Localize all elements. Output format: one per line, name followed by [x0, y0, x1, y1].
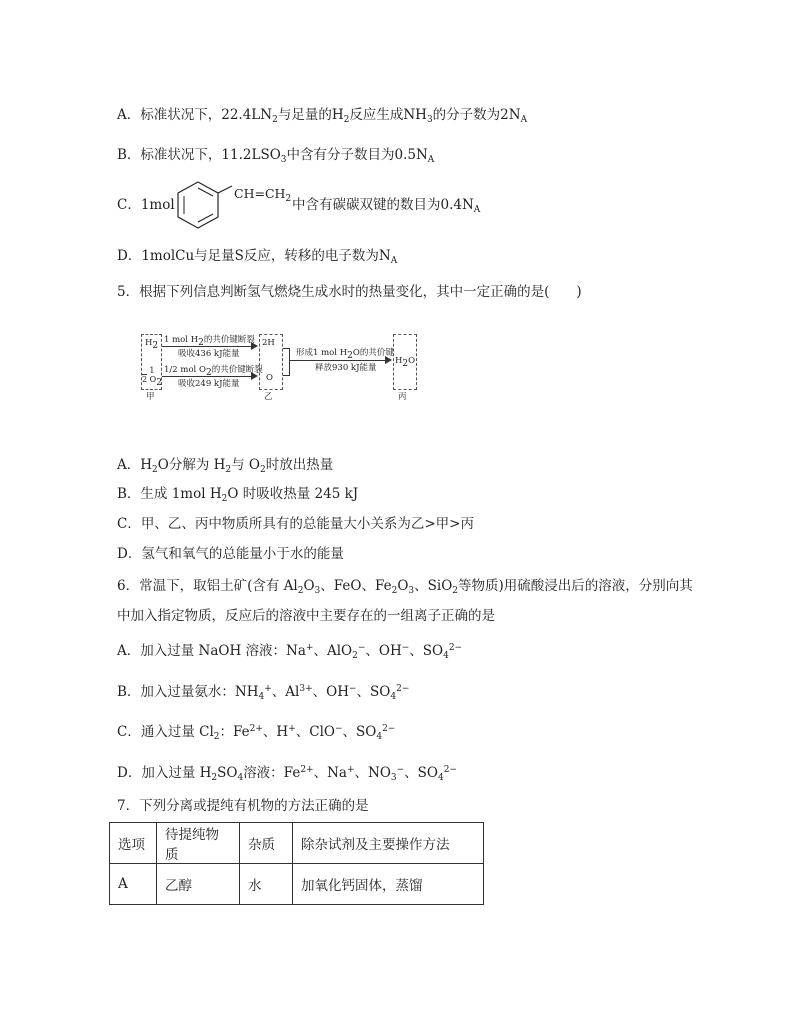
jia-o2: 1 2 $O_2$ [142, 366, 162, 388]
q5-stem: 5．根据下列信息判断氢气燃烧生成水时的热量变化，其中一定正确的是( ) [117, 284, 582, 300]
q4-option-c-suffix: 中含有碳碳双键的数目为$0.4N_A$ [292, 197, 481, 215]
arrow2-head-icon [251, 372, 258, 380]
table-cell: A [110, 864, 157, 905]
arrow3-top-text: 形成1 mol $H_2O$的共价键 [296, 348, 394, 361]
arrow1-head-icon [251, 342, 258, 350]
table-row [110, 864, 484, 905]
q7-stem: 7．下列分离或提纯有机物的方法正确的是 [117, 798, 369, 814]
arrow3-bottom-text: 释放930 kJ能量 [315, 363, 377, 373]
arrow1-top-text: 1 mol $H_2$的共价键断裂 [164, 335, 255, 348]
q5-option-d: D．氢气和氧气的总能量小于水的能量 [117, 546, 344, 562]
jia-label: 甲 [146, 392, 155, 402]
q6-option-c: C．通入过量 $Cl_2$：$Fe^{2+}$、H+、ClO−、$SO_4^{2-}$ [117, 724, 396, 742]
table-header-row [110, 823, 484, 864]
q4-option-d: D．1molCu与足量S反应，转移的电子数为$N_A$ [117, 248, 398, 266]
arrow3-line [290, 360, 386, 361]
yi-o: O [266, 373, 273, 383]
yi-bracket [283, 348, 290, 376]
table-cell: 水 [240, 864, 293, 905]
table-cell: 加氧化钙固体，蒸馏 [293, 864, 484, 905]
q4-option-b: B．标准状况下，$11.2LSO_3$中含有分子数目为$0.5N_A$ [117, 147, 435, 165]
q5-option-b: B．生成 1mol $H_2O$ 时吸收热量 245 kJ [117, 486, 359, 504]
q6-stem-line1: 6．常温下，取铝土矿(含有 $Al_2O_3$、FeO、$Fe_2O_3$、SiO$_2$等物质)用硫酸浸出后的溶液，分别向其 [117, 578, 693, 596]
yi-2h: 2H [262, 338, 275, 348]
q6-stem-line2: 中加入指定物质，反应后的溶液中主要存在的一组离子正确的是 [117, 608, 495, 624]
arrow2-top-text: 1/2 mol $O_2$的共价键断裂 [164, 365, 263, 378]
q6-option-b: B．加入过量氨水：$NH_4^+$、$Al^{3+}$、OH−、$SO_4^{2-}$ [117, 684, 410, 702]
jia-h2: $H_2$ [145, 338, 159, 351]
vinyl-group-label: $CH=CH_2$ [234, 186, 292, 204]
arrow2-bottom-text: 吸收249 kJ能量 [178, 379, 240, 389]
header-cell: 选项 [110, 823, 157, 864]
q4-option-a: A．标准状况下，$22.4LN_2$与足量的$H_2$反应生成$NH_3$的分子数为$2N_A$ [117, 107, 528, 125]
header-cell: 杂质 [240, 823, 293, 864]
q7-table [109, 822, 484, 905]
q5-option-c: C．甲、乙、丙中物质所具有的总能量大小关系为乙>甲>丙 [117, 516, 474, 532]
q4-option-c-prefix: C．1mol [117, 197, 175, 213]
header-cell: 除杂试剂及主要操作方法 [293, 823, 484, 864]
bing-h2o: $H_2O$ [395, 356, 416, 369]
q6-option-a: A．加入过量 NaOH 溶液：Na+、AlO$_2$−、OH−、$SO_4^{2-}$ [117, 643, 463, 661]
bing-label: 丙 [398, 392, 407, 402]
q5-option-a: A．$H_2O$分解为 $H_2$与 $O_2$时放出热量 [117, 457, 334, 475]
arrow3-head-icon [385, 356, 392, 364]
arrow2-line [162, 376, 252, 377]
q6-option-d: D．加入过量 $H_2SO_4$溶液：$Fe^{2+}$、Na+、$NO_3^-$、$SO_4^{2-}$ [117, 765, 458, 783]
table-cell: 乙醇 [157, 864, 240, 905]
yi-label: 乙 [264, 392, 273, 402]
arrow1-line [162, 346, 252, 347]
arrow1-bottom-text: 吸收436 kJ能量 [178, 349, 240, 359]
header-cell: 待提纯物质 [157, 823, 240, 864]
